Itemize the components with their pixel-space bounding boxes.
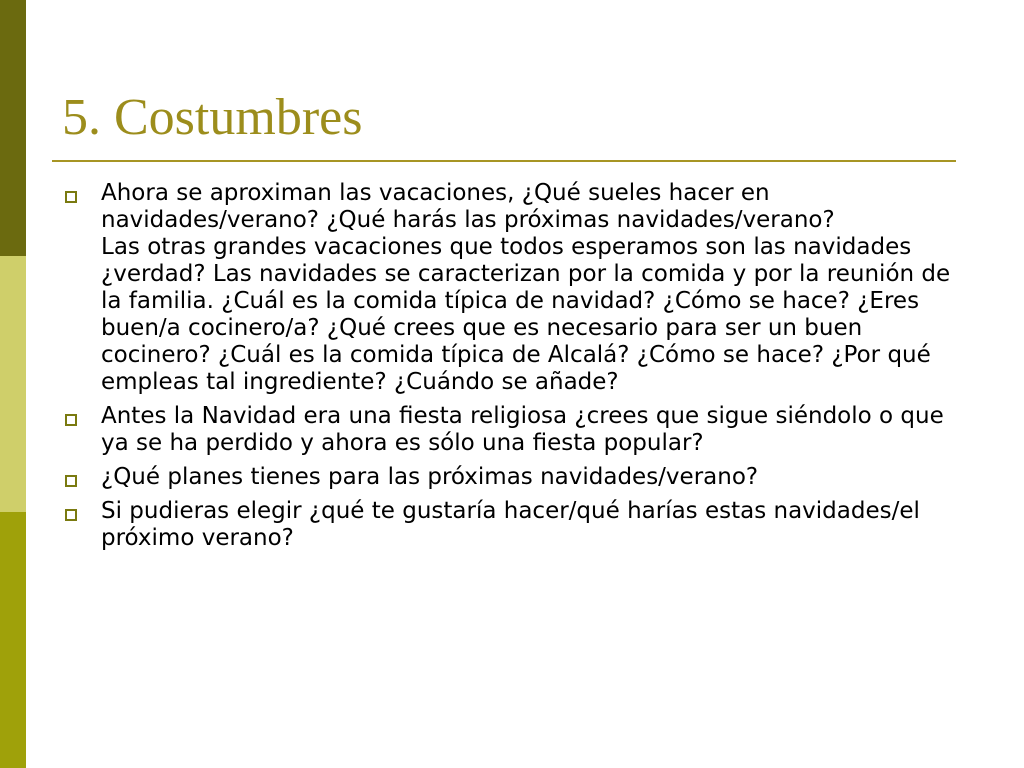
sidebar-band-middle [0, 256, 26, 512]
bullet-line: Ahora se aproximan las vacaciones, ¿Qué sueles hacer en navidades/verano? ¿Qué harás las próximas navidades/verano? [101, 180, 835, 233]
square-bullet-icon [65, 509, 77, 521]
bullet-item [62, 498, 962, 552]
square-bullet-icon [65, 191, 77, 203]
sidebar-band-top [0, 0, 26, 256]
title-divider [52, 160, 956, 162]
bullet-line: Las otras grandes vacaciones que todos esperamos son las navidades ¿verdad? Las navidades se caracterizan por la comida y por la reunión de la familia. ¿Cuál es la comida típica de navidad? ¿Cómo se hace? ¿Eres buen/a cocinero/a? ¿Qué crees que es necesario para ser un buen cocinero? ¿Cuál es la comida típica de Alcalá? ¿Cómo se hace? ¿Por qué empleas tal ingrediente? ¿Cuándo se añade? [101, 234, 951, 395]
bullet-text [101, 180, 962, 396]
bullet-item [62, 464, 962, 491]
bullet-line: ¿Qué planes tienes para las próximas navidades/verano? [101, 464, 759, 490]
bullet-text [101, 498, 962, 552]
bullet-line: Si pudieras elegir ¿qué te gustaría hacer/qué harías estas navidades/el próximo verano? [101, 498, 920, 551]
bullet-text [101, 403, 962, 457]
bullet-text [101, 464, 962, 491]
bullet-item [62, 180, 962, 396]
slide-title: 5. Costumbres [62, 89, 363, 146]
bullet-line: Antes la Navidad era una fiesta religiosa ¿crees que sigue siéndolo o que ya se ha perdido y ahora es sólo una fiesta popular? [101, 403, 944, 456]
sidebar-decoration [0, 0, 26, 768]
bullet-list [62, 180, 962, 559]
square-bullet-icon [65, 414, 77, 426]
bullet-item [62, 403, 962, 457]
square-bullet-icon [65, 475, 77, 487]
sidebar-band-bottom [0, 512, 26, 768]
